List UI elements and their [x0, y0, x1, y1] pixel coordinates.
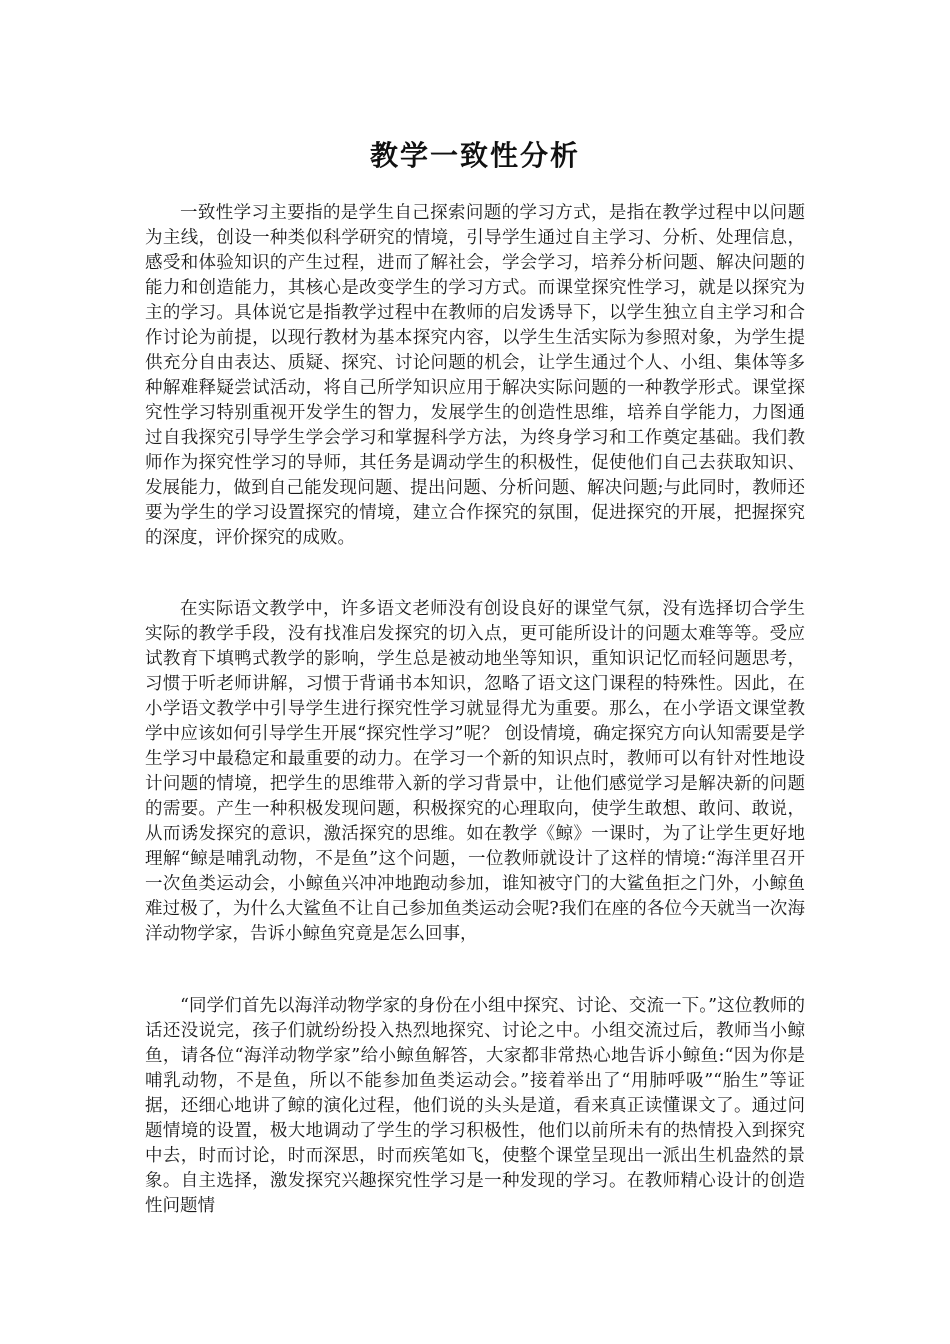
paragraph-3: “同学们首先以海洋动物学家的身份在小组中探究、讨论、交流一下。”这位教师的话还没说完，孩子们就纷纷投入热烈地探究、讨论之中。小组交流过后，教师当小鲸鱼，请各位“海洋动物学家”给小鲸鱼解答，大家都非常热心地告诉小鲸鱼:“因为你是哺乳动物，不是鱼，所以不能参加鱼类运动会。”接着举出了“用肺呼吸”“胎生”等证据，还细心地讲了鲸的演化过程，他们说的头头是道，看来真正读懂课文了。通过问题情境的设置，极大地调动了学生的学习积极性，他们以前所未有的热情投入到探究中去，时而讨论，时而深思，时而疾笔如飞，使整个课堂呈现出一派出生机盎然的景象。自主选择，激发探究兴趣探究性学习是一种发现的学习。在教师精心设计的创造性问题情 [145, 996, 805, 1216]
document-title: 教学一致性分析 [369, 139, 580, 172]
paragraph-2: 在实际语文教学中，许多语文老师没有创设良好的课堂气氛，没有选择切合学生实际的教学手段，没有找准启发探究的切入点，更可能所设计的问题太难等等。受应试教育下填鸭式教学的影响，学生总是被动地坐等知识，重知识记忆而轻问题思考，习惯于听老师讲解，习惯于背诵书本知识，忽略了语文这门课程的特殊性。因此，在小学语文教学中引导学生进行探究性学习就显得尤为重要。那么，在小学语文课堂教学中应该如何引导学生开展“探究性学习”呢？ 创设情境，确定探究方向认知需要是学生学习中最稳定和最重要的动力。在学习一个新的知识点时，教师可以有针对性地设计问题的情境，把学生的思维带入新的学习背景中，让他们感觉学习是解决新的问题的需要。产生一种积极发现问题，积极探究的心理取向，使学生敢想、敢问、敢说，从而诱发探究的意识，激活探究的思维。如在教学《鲸》一课时，为了让学生更好地理解“鲸是哺乳动物，不是鱼”这个问题，一位教师就设计了这样的情境:“海洋里召开一次鱼类运动会，小鲸鱼兴冲冲地跑动参加，谁知被守门的大鲨鱼拒之门外，小鲸鱼难过极了，为什么大鲨鱼不让自己参加鱼类运动会呢?我们在座的各位今天就当一次海洋动物学家，告诉小鲸鱼究竟是怎么回事， [145, 599, 805, 944]
paragraph-1: 一致性学习主要指的是学生自己探索问题的学习方式，是指在教学过程中以问题为主线，创设一种类似科学研究的情境，引导学生通过自主学习、分析、处理信息，感受和体验知识的产生过程，进而了解社会，学会学习，培养分析问题、解决问题的能力和创造能力，其核心是改变学生的学习方式。而课堂探究性学习，就是以探究为主的学习。具体说它是指教学过程中在教师的启发诱导下，以学生独立自主学习和合作讨论为前提，以现行教材为基本探究内容，以学生生活实际为参照对象，为学生提供充分自由表达、质疑、探究、讨论问题的机会，让学生通过个人、小组、集体等多种解难释疑尝试活动，将自己所学知识应用于解决实际问题的一种教学形式。课堂探究性学习特别重视开发学生的智力，发展学生的创造性思维，培养自学能力，力图通过自我探究引导学生学会学习和掌握科学方法，为终身学习和工作奠定基础。我们教师作为探究性学习的导师，其任务是调动学生的积极性，促使他们自己去获取知识、发展能力，做到自己能发现问题、提出问题、分析问题、解决问题;与此同时，教师还要为学生的学习设置探究的情境，建立合作探究的氛围，促进探究的开展，把握探究的深度，评价探究的成败。 [145, 203, 805, 548]
